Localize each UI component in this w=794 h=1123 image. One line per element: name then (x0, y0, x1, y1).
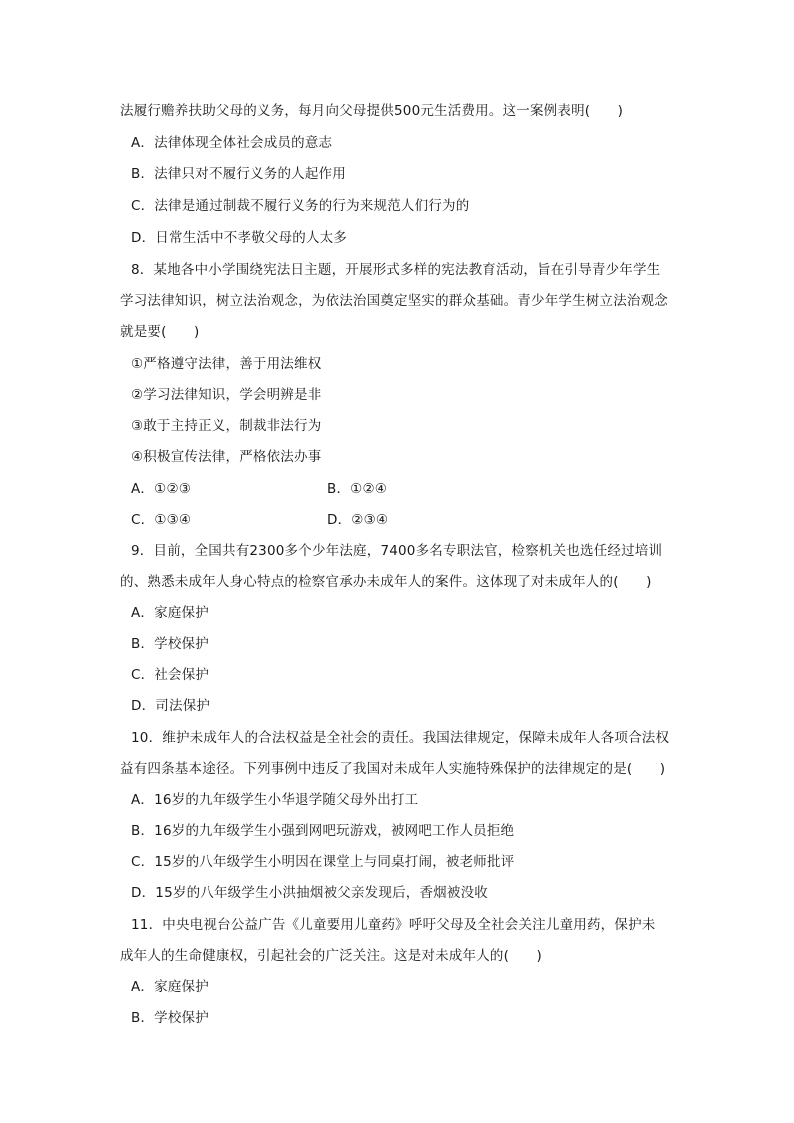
q8-option-b: B．①②④ (327, 481, 388, 497)
q8-option-a: A．①②③ (131, 481, 192, 497)
q8-option-d: D．②③④ (327, 512, 389, 528)
q11-option-a: A．家庭保护 (131, 979, 209, 995)
q8-option-c: C．①③④ (131, 512, 192, 528)
q10-stem-line-1: 10．维护未成年人的合法权益是全社会的责任。我国法律规定，保障未成年人各项合法权 (131, 730, 670, 746)
q11-option-b: B．学校保护 (131, 1010, 209, 1026)
q9-option-d: D．司法保护 (131, 698, 211, 714)
q8-statement-3: ③敢于主持正义，制裁非法行为 (131, 418, 322, 434)
q9-stem-line-1: 9．目前，全国共有2300多个少年法庭，7400多名专职法官，检察机关也选任经过培训 (131, 543, 663, 559)
q10-option-d: D．15岁的八年级学生小洪抽烟被父亲发现后，香烟被没收 (131, 885, 488, 901)
q9-option-b: B．学校保护 (131, 636, 209, 652)
q10-option-a: A．16岁的九年级学生小华退学随父母外出打工 (131, 792, 419, 808)
q10-option-b: B．16岁的九年级学生小强到网吧玩游戏，被网吧工作人员拒绝 (131, 823, 515, 839)
q7-option-d: D．日常生活中不孝敬父母的人太多 (131, 230, 348, 246)
q8-stem-line-3: 就是要( ) (120, 324, 200, 340)
q7-option-b: B．法律只对不履行义务的人起作用 (131, 166, 346, 182)
q8-stem-line-2: 学习法律知识，树立法治观念，为依法治国奠定坚实的群众基础。青少年学生树立法治观念 (120, 293, 668, 309)
q11-stem-line-2: 成年人的生命健康权，引起社会的广泛关注。这是对未成年人的( ) (120, 948, 542, 964)
q11-stem-line-1: 11．中央电视台公益广告《儿童要用儿童药》呼吁父母及全社会关注儿童用药，保护未 (131, 917, 656, 933)
q9-option-c: C．社会保护 (131, 667, 210, 683)
q9-stem-line-2: 的、熟悉未成年人身心特点的检察官承办未成年人的案件。这体现了对未成年人的( ) (120, 574, 652, 590)
q8-statement-1: ①严格遵守法律，善于用法维权 (131, 356, 322, 372)
q10-stem-line-2: 益有四条基本途径。下列事例中违反了我国对未成年人实施特殊保护的法律规定的是( ) (120, 761, 666, 777)
q10-option-c: C．15岁的八年级学生小明因在课堂上与同桌打闹，被老师批评 (131, 854, 515, 870)
q7-stem: 法履行赡养扶助父母的义务，每月向父母提供500元生活费用。这一案例表明( ) (120, 103, 624, 119)
q8-statement-4: ④积极宣传法律，严格依法办事 (131, 449, 322, 465)
q7-option-a: A．法律体现全体社会成员的意志 (131, 135, 333, 151)
q8-stem-line-1: 8．某地各中小学围绕宪法日主题，开展形式多样的宪法教育活动，旨在引导青少年学生 (131, 262, 661, 278)
q7-option-c: C．法律是通过制裁不履行义务的行为来规范人们行为的 (131, 198, 470, 214)
q8-statement-2: ②学习法律知识，学会明辨是非 (131, 387, 322, 403)
q9-option-a: A．家庭保护 (131, 605, 209, 621)
